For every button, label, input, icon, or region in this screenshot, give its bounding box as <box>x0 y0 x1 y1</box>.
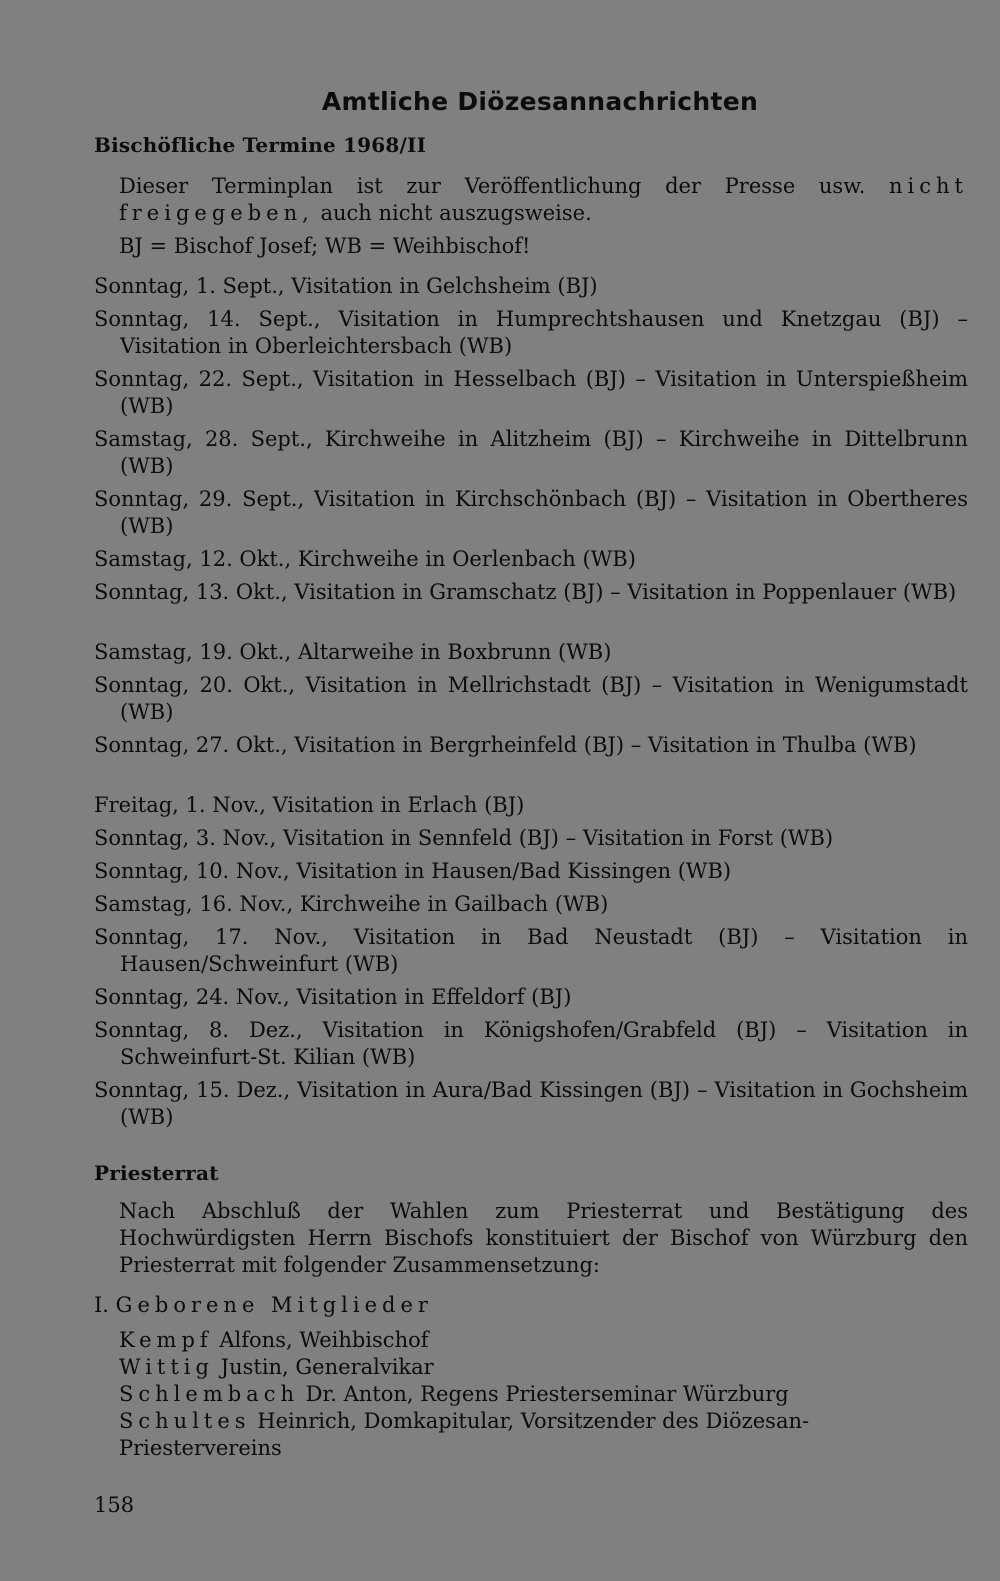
member-details: Heinrich, Domkapitular, Vorsitzender des Diözesan-Priestervereins <box>119 1409 810 1460</box>
termin-entry: Sonntag, 1. Sept., Visitation in Gelchsheim (BJ) <box>94 274 598 298</box>
termin-entry: Sonntag, 8. Dez., Visitation in Königshofen/Grabfeld (BJ) – Visitation in Schweinfurt-St. Kilian (WB) <box>94 1018 968 1069</box>
member-details: Dr. Anton, Regens Priesterseminar Würzburg <box>305 1382 789 1406</box>
termin-entry: Sonntag, 15. Dez., Visitation in Aura/Bad Kissingen (BJ) – Visitation in Gochsheim (WB) <box>94 1078 968 1129</box>
termin-entry: Sonntag, 3. Nov., Visitation in Sennfeld (BJ) – Visitation in Forst (WB) <box>94 826 834 850</box>
termin-entry: Sonntag, 29. Sept., Visitation in Kirchschönbach (BJ) – Visitation in Obertheres (WB) <box>94 487 968 538</box>
priesterrat-paragraph: Nach Abschluß der Wahlen zum Priesterrat und Bestätigung des Hochwürdigsten Herrn Bischofs konstituiert der Bischof von Würzburg den Priesterrat mit folgender Zusammensetzung: <box>119 1199 968 1277</box>
intro-text-spaced: nicht freigegeben, <box>119 174 968 225</box>
member-details: Justin, Generalvikar <box>220 1355 434 1379</box>
abbreviation-note: BJ = Bischof Josef; WB = Weihbischof! <box>119 234 531 258</box>
member-entry <box>119 1408 968 1462</box>
termin-entry: Sonntag, 10. Nov., Visitation in Hausen/Bad Kissingen (WB) <box>94 859 732 883</box>
member-entry <box>119 1327 968 1354</box>
member-surname: Schultes <box>119 1409 251 1433</box>
termin-entry: Samstag, 19. Okt., Altarweihe in Boxbrunn (WB) <box>94 640 612 664</box>
member-surname: Kempf <box>119 1328 213 1352</box>
member-details: Alfons, Weihbischof <box>219 1328 429 1352</box>
termin-entry: Samstag, 28. Sept., Kirchweihe in Alitzheim (BJ) – Kirchweihe in Dittelbrunn (WB) <box>94 427 968 478</box>
member-entry <box>119 1354 968 1381</box>
page-number: 158 <box>94 1493 135 1517</box>
termin-entry: Sonntag, 27. Okt., Visitation in Bergrheinfeld (BJ) – Visitation in Thulba (WB) <box>94 733 917 757</box>
termin-entry: Sonntag, 20. Okt., Visitation in Mellrichstadt (BJ) – Visitation in Wenigumstadt (WB) <box>94 673 968 724</box>
termin-entry: Samstag, 16. Nov., Kirchweihe in Gailbach (WB) <box>94 892 609 916</box>
intro-text-after: auch nicht auszugsweise. <box>320 201 592 225</box>
termine-intro <box>119 173 968 227</box>
termin-entry: Sonntag, 24. Nov., Visitation in Effeldorf (BJ) <box>94 985 572 1009</box>
termin-entry: Sonntag, 14. Sept., Visitation in Humprechtshausen und Knetzgau (BJ) – Visitation in Oberleichtersbach (WB) <box>94 307 968 358</box>
priesterrat-heading: Priesterrat <box>94 1161 219 1185</box>
termin-entry: Freitag, 1. Nov., Visitation in Erlach (BJ) <box>94 793 525 817</box>
termin-entry: Samstag, 12. Okt., Kirchweihe in Oerlenbach (WB) <box>94 547 636 571</box>
page-title: Amtliche Diözesannachrichten <box>321 87 759 116</box>
termine-heading: Bischöfliche Termine 1968/II <box>94 133 427 157</box>
member-group-heading <box>94 1292 968 1319</box>
intro-text-before: Dieser Terminplan ist zur Veröffentlichung der Presse usw. <box>119 174 866 198</box>
termin-entry: Sonntag, 13. Okt., Visitation in Gramschatz (BJ) – Visitation in Poppenlauer (WB) <box>94 580 957 604</box>
termin-entry: Sonntag, 17. Nov., Visitation in Bad Neustadt (BJ) – Visitation in Hausen/Schweinfurt (WB) <box>94 925 968 976</box>
member-group-label: Geborene Mitglieder <box>115 1293 433 1317</box>
termin-entry: Sonntag, 22. Sept., Visitation in Hesselbach (BJ) – Visitation in Unterspießheim (WB) <box>94 367 968 418</box>
member-group-number: I. <box>94 1293 109 1317</box>
member-entry <box>119 1381 968 1408</box>
member-surname: Wittig <box>119 1355 214 1379</box>
member-surname: Schlembach <box>119 1382 299 1406</box>
